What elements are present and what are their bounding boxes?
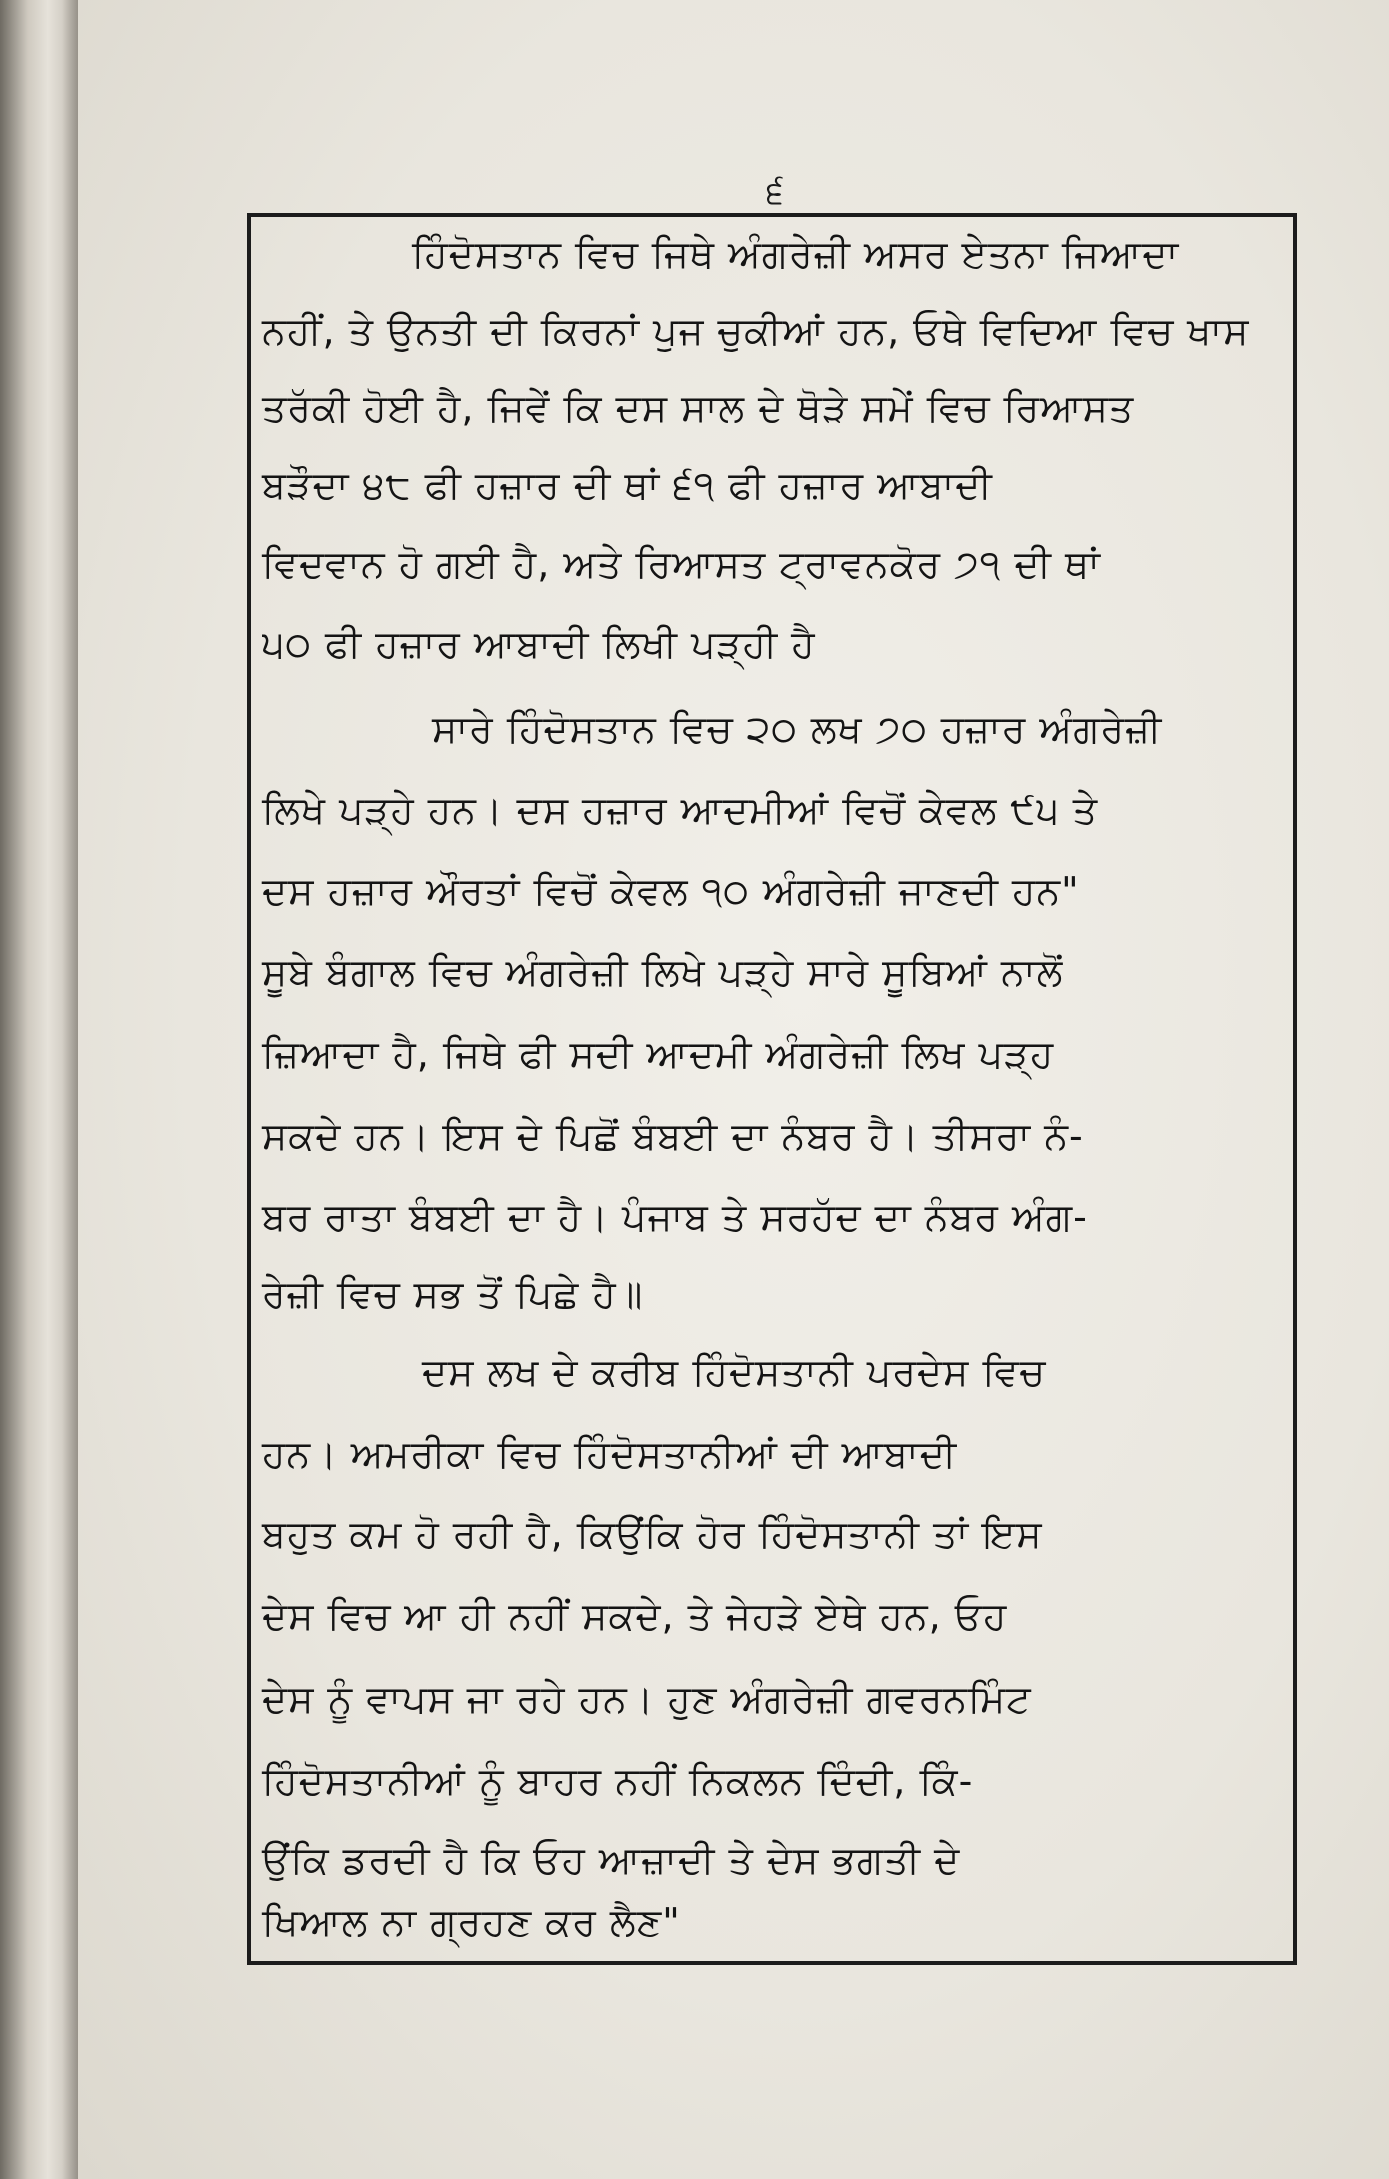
text-line: ਹਨ। ਅਮਰੀਕਾ ਵਿਚ ਹਿੰਦੋਸਤਾਨੀਆਂ ਦੀ ਆਬਾਦੀ [262, 1432, 958, 1476]
text-line: ਤਰੱਕੀ ਹੋਈ ਹੈ, ਜਿਵੇਂ ਕਿ ਦਸ ਸਾਲ ਦੇ ਥੋੜੇ ਸਮੇਂ ਵਿਚ ਰਿਆਸਤ [262, 386, 1135, 430]
text-line: ਬੜੌਦਾ ੪੮ ਫੀ ਹਜ਼ਾਰ ਦੀ ਥਾਂ ੬੧ ਫੀ ਹਜ਼ਾਰ ਆਬਾਦੀ [262, 463, 993, 507]
text-line: ਦਸ ਲਖ ਦੇ ਕਰੀਬ ਹਿੰਦੋਸਤਾਨੀ ਪਰਦੇਸ ਵਿਚ [422, 1350, 1047, 1394]
text-line: ਸਾਰੇ ਹਿੰਦੋਸਤਾਨ ਵਿਚ ੨੦ ਲਖ ੭੦ ਹਜ਼ਾਰ ਅੰਗਰੇਜ਼ੀ [432, 707, 1163, 751]
text-line: ਉਂਕਿ ਡਰਦੀ ਹੈ ਕਿ ਓਹ ਆਜ਼ਾਦੀ ਤੇ ਦੇਸ ਭਗਤੀ ਦੇ [262, 1838, 961, 1882]
text-line: ਦੇਸ ਨੂੰ ਵਾਪਸ ਜਾ ਰਹੇ ਹਨ। ਹੁਣ ਅੰਗਰੇਜ਼ੀ ਗਵਰਨਮਿੰਟ [262, 1677, 1032, 1721]
text-line: ਰੇਜ਼ੀ ਵਿਚ ਸਭ ਤੋਂ ਪਿਛੇ ਹੈ॥ [262, 1272, 644, 1316]
text-line: ਲਿਖੇ ਪੜ੍ਹੇ ਹਨ। ਦਸ ਹਜ਼ਾਰ ਆਦਮੀਆਂ ਵਿਚੋਂ ਕੇਵਲ ੯੫ ਤੇ [262, 788, 1099, 832]
text-line: ਦਸ ਹਜ਼ਾਰ ਔਰਤਾਂ ਵਿਚੋਂ ਕੇਵਲ ੧੦ ਅੰਗਰੇਜ਼ੀ ਜਾਣਦੀ ਹਨ" [262, 869, 1080, 913]
handwritten-text-block [262, 226, 1286, 1956]
text-line: ਵਿਦਵਾਨ ਹੋ ਗਈ ਹੈ, ਅਤੇ ਰਿਆਸਤ ਟ੍ਰਾਵਨਕੋਰ ੭੧ ਦੀ ਥਾਂ [262, 542, 1101, 586]
text-line: ਜ਼ਿਆਦਾ ਹੈ, ਜਿਥੇ ਫੀ ਸਦੀ ਆਦਮੀ ਅੰਗਰੇਜ਼ੀ ਲਿਖ ਪੜ੍ਹ [262, 1032, 1055, 1076]
text-line: ਹਿੰਦੋਸਤਾਨ ਵਿਚ ਜਿਥੇ ਅੰਗਰੇਜ਼ੀ ਅਸਰ ਏਤਨਾ ਜਿਆਦਾ [412, 232, 1180, 276]
text-line: ੫੦ ਫੀ ਹਜ਼ਾਰ ਆਬਾਦੀ ਲਿਖੀ ਪੜ੍ਹੀ ਹੈ [262, 622, 816, 666]
text-line: ਸਕਦੇ ਹਨ। ਇਸ ਦੇ ਪਿਛੋਂ ਬੰਬਈ ਦਾ ਨੰਬਰ ਹੈ। ਤੀਸਰਾ ਨੰ- [262, 1114, 1084, 1158]
text-line: ਬਰ ਰਾਤਾ ਬੰਬਈ ਦਾ ਹੈ। ਪੰਜਾਬ ਤੇ ਸਰਹੱਦ ਦਾ ਨੰਬਰ ਅੰਗ- [262, 1195, 1088, 1239]
page-number: ੬ [766, 172, 784, 212]
text-line: ਹਿੰਦੋਸਤਾਨੀਆਂ ਨੂੰ ਬਾਹਰ ਨਹੀਂ ਨਿਕਲਨ ਦਿੰਦੀ, ਕਿੰ- [262, 1759, 974, 1803]
text-line: ਖਿਆਲ ਨਾ ਗ੍ਰਹਣ ਕਰ ਲੈਣ" [262, 1900, 681, 1944]
text-line: ਨਹੀਂ, ਤੇ ਉਨਤੀ ਦੀ ਕਿਰਨਾਂ ਪੁਜ ਚੁਕੀਆਂ ਹਨ, ਓਥੇ ਵਿਦਿਆ ਵਿਚ ਖਾਸ [262, 309, 1250, 353]
text-line: ਦੇਸ ਵਿਚ ਆ ਹੀ ਨਹੀਂ ਸਕਦੇ, ਤੇ ਜੇਹੜੇ ਏਥੇ ਹਨ, ਓਹ [262, 1594, 1008, 1638]
text-line: ਸੂਬੇ ਬੰਗਾਲ ਵਿਚ ਅੰਗਰੇਜ਼ੀ ਲਿਖੇ ਪੜ੍ਹੇ ਸਾਰੇ ਸੂਬਿਆਂ ਨਾਲੋਂ [262, 950, 1064, 994]
text-line: ਬਹੁਤ ਕਮ ਹੋ ਰਹੀ ਹੈ, ਕਿਉਂਕਿ ਹੋਰ ਹਿੰਦੋਸਤਾਨੀ ਤਾਂ ਇਸ [262, 1512, 1043, 1556]
